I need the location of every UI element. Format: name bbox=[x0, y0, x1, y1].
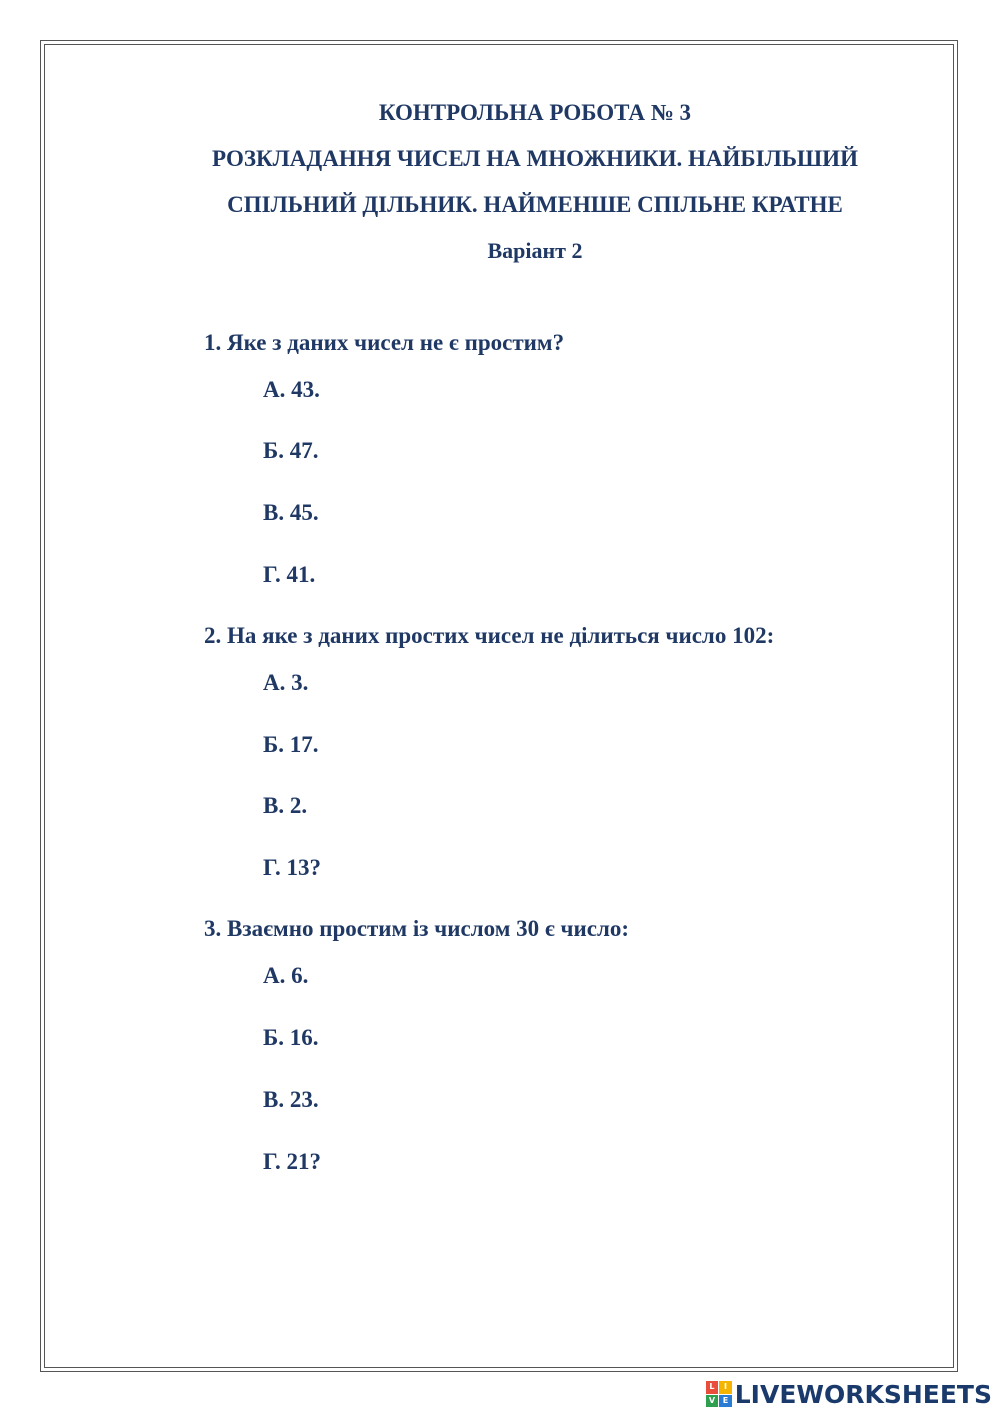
liveworksheets-watermark bbox=[706, 1379, 992, 1409]
question-3-option-a: А. 6. bbox=[263, 963, 309, 988]
question-1-option-a: А. 43. bbox=[263, 377, 320, 402]
question-2-option-a: А. 3. bbox=[263, 670, 309, 695]
question-3-option-v: В. 23. bbox=[263, 1087, 319, 1112]
logo-tile-e: E bbox=[719, 1395, 732, 1408]
topic-line-2: СПІЛЬНИЙ ДІЛЬНИК. НАЙМЕНШЕ СПІЛЬНЕ КРАТНЕ bbox=[227, 192, 843, 217]
variant-label: Варіант 2 bbox=[487, 238, 583, 263]
test-title: КОНТРОЛЬНА РОБОТА № 3 bbox=[378, 100, 692, 125]
question-2-option-v: В. 2. bbox=[263, 793, 308, 818]
question-3-option-b: Б. 16. bbox=[263, 1025, 319, 1050]
question-1-option-b: Б. 47. bbox=[263, 438, 319, 463]
question-2-option-g: Г. 13? bbox=[263, 855, 322, 880]
question-3: 3. Взаємно простим із числом 30 є число: bbox=[204, 916, 630, 941]
question-3-option-g: Г. 21? bbox=[263, 1149, 322, 1174]
question-1-option-g: Г. 41. bbox=[263, 562, 316, 587]
question-1-option-v: В. 45. bbox=[263, 500, 319, 525]
topic-line-1: РОЗКЛАДАННЯ ЧИСЕЛ НА МНОЖНИКИ. НАЙБІЛЬШИЙ bbox=[212, 146, 858, 171]
logo-tile-i: I bbox=[719, 1381, 732, 1394]
question-1: 1. Яке з даних чисел не є простим? bbox=[204, 330, 565, 355]
logo-tile-l: L bbox=[706, 1381, 719, 1394]
document-header bbox=[0, 90, 1000, 274]
watermark-text: LIVEWORKSHEETS bbox=[734, 1379, 992, 1409]
liveworksheets-logo-icon bbox=[706, 1381, 732, 1407]
question-2: 2. На яке з даних простих чисел не ділиться число 102: bbox=[204, 623, 775, 648]
logo-tile-v: V bbox=[706, 1395, 719, 1408]
question-2-option-b: Б. 17. bbox=[263, 732, 319, 757]
